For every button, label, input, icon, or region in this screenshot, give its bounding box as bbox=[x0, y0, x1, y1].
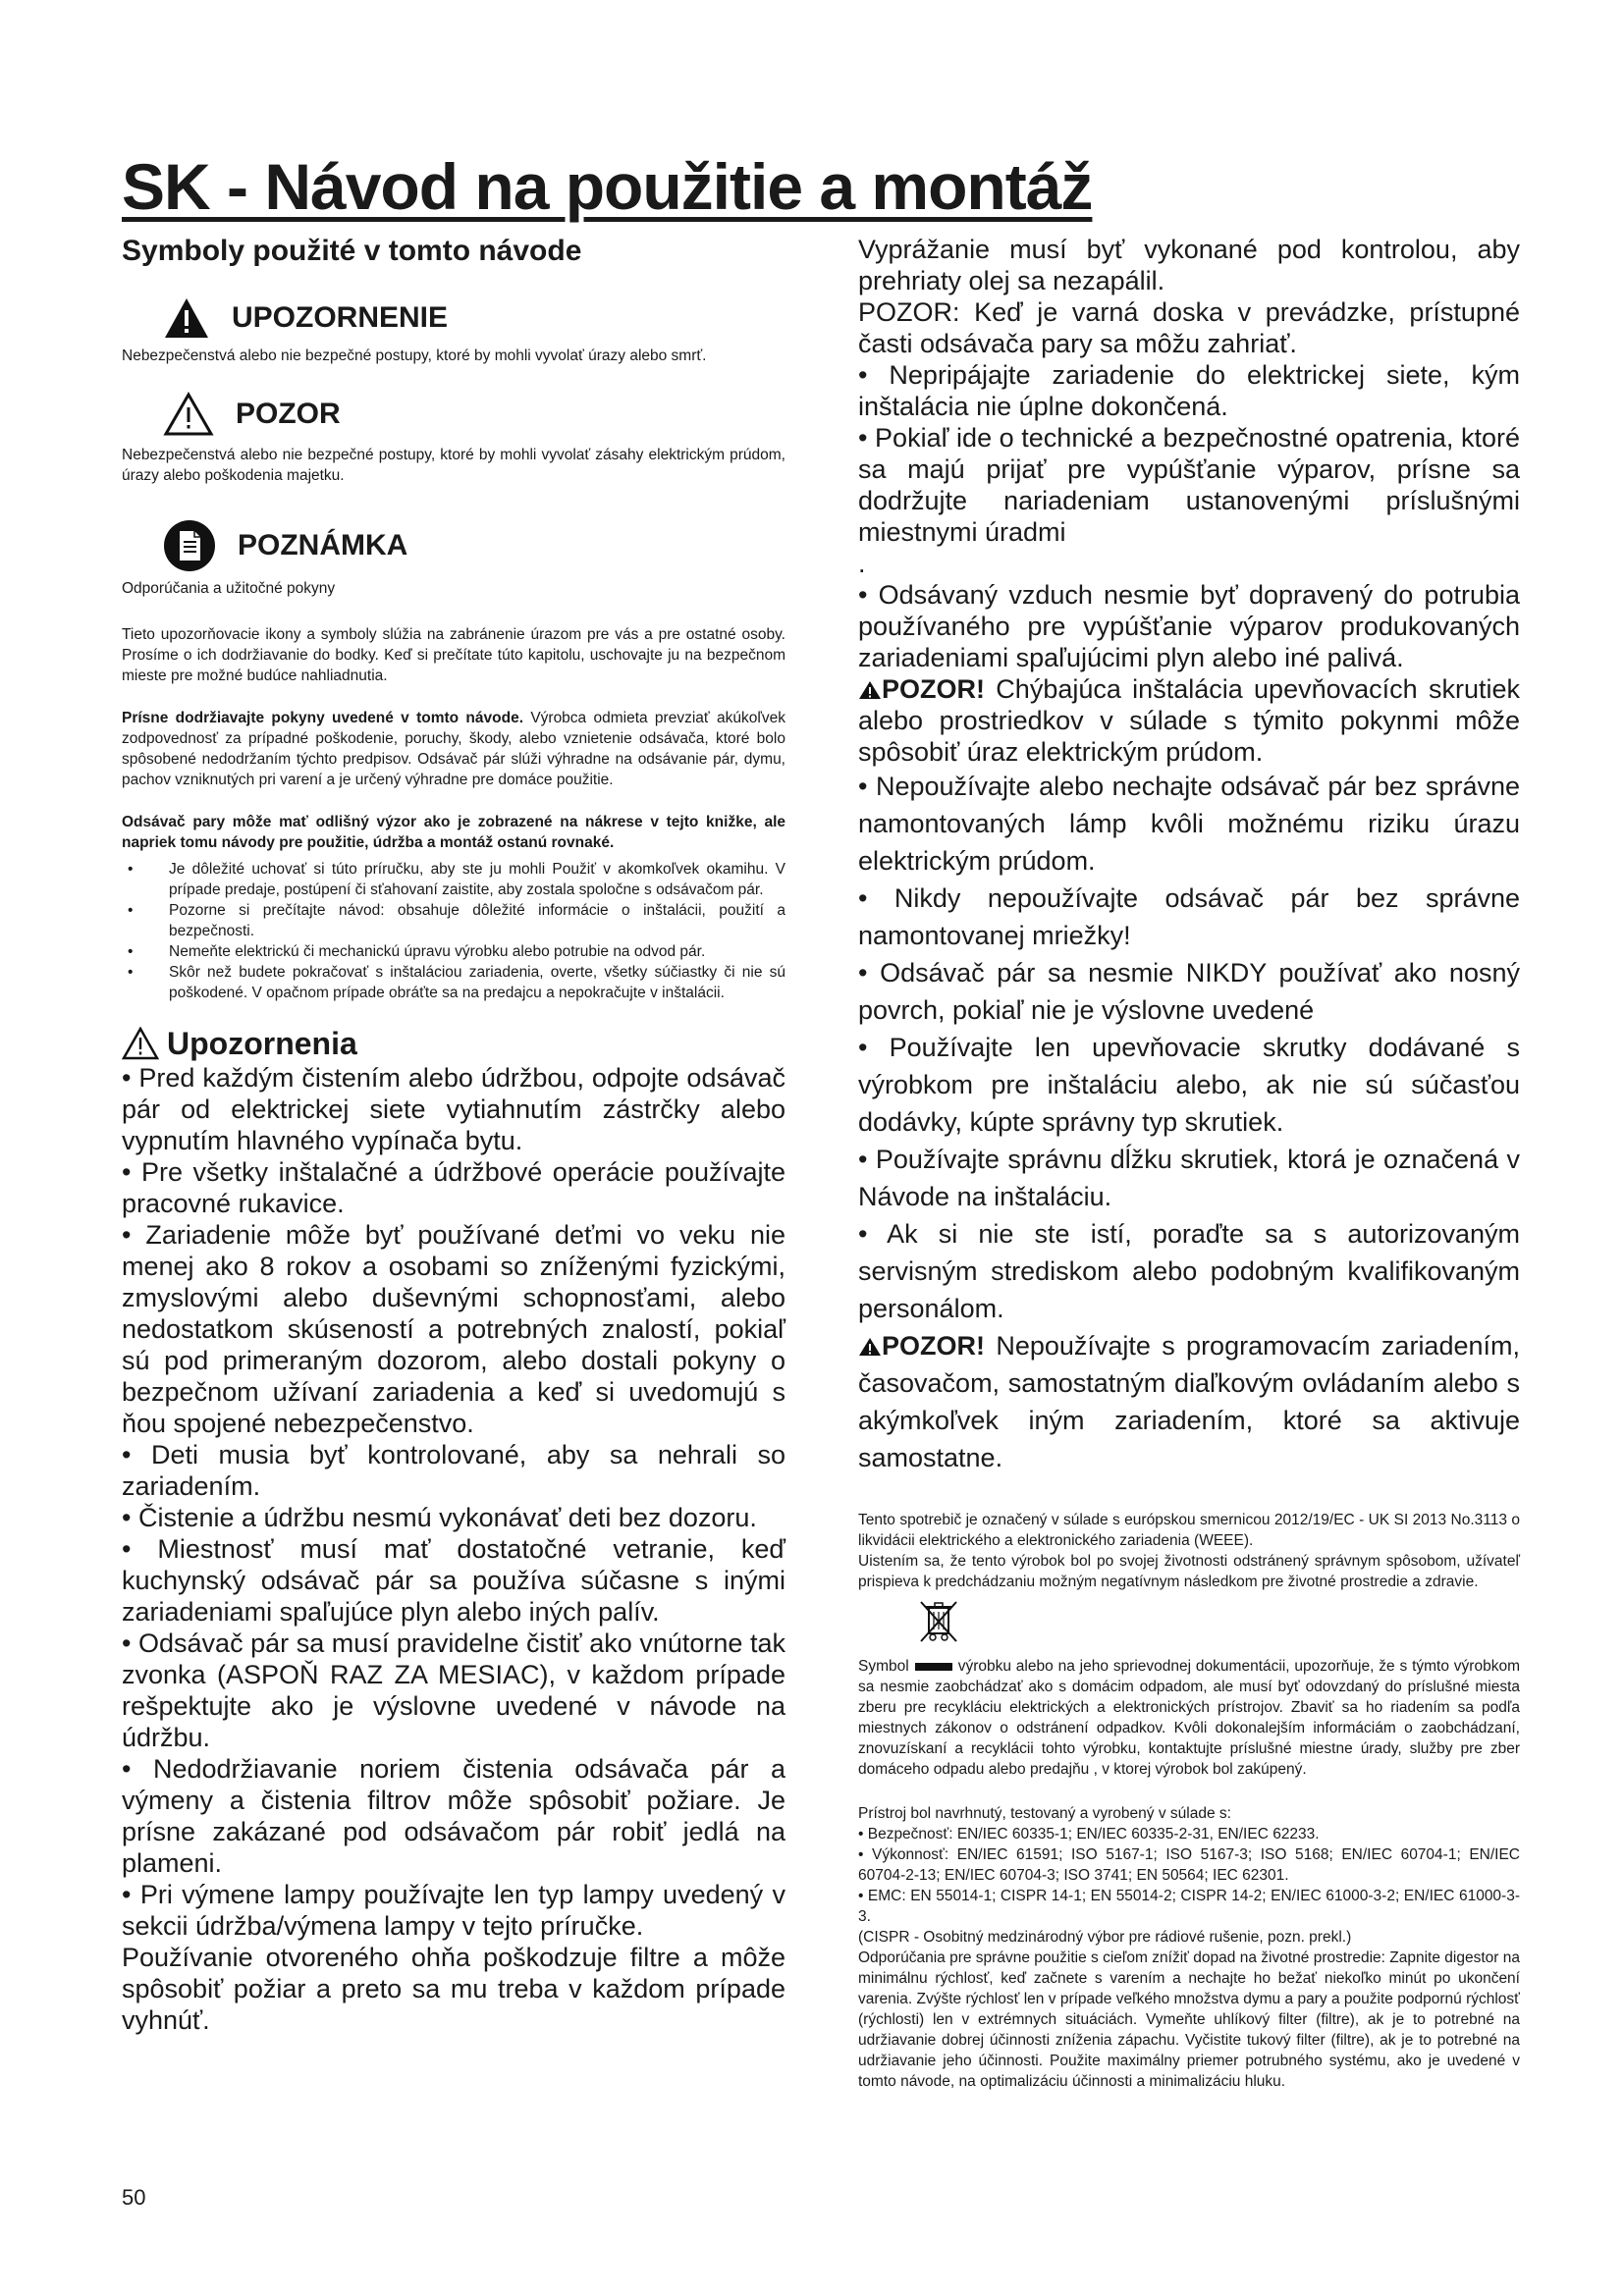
right-bullet: • Používajte len upevňovacie skrutky dodávané s výrobkom pre inštaláciu alebo, ak nie sú súčasťou dodávky, kúpte správny typ skrutiek. bbox=[858, 1033, 1520, 1137]
intro-bullet-list bbox=[122, 859, 785, 1003]
eco-recommendations: Odporúčania pre správne použitie s cieľom znížiť dopad na životné prostredie: Zapnite digestor na minimálnu rýchlosť, keď začnete s varením a nechajte ho bežať niekoľko minút po ukončení varenia. Zvýšte rýchlosť len v prípade veľkého množstva dymu a pary a použite podpornú rýchlosť (rýchlosti) len v extrémnych situáciách. Vymeňte uhlíkový filter (filtre), ak je to potrebné na udržiavanie dobrej účinnosti zníženia zápachu. Vyčistite tukový filter (filtre), ak je to potrebné na udržiavanie jeho účinnosti. Použite maximálny priemer potrubného systému, ako je uvedené v tomto návode, na optimalizáciu účinnosti a minimalizáciu hluku. bbox=[858, 1949, 1520, 2090]
caution-symbol-row bbox=[122, 392, 785, 437]
list-item: • Skôr než budete pokračovať s inštaláciou zariadenia, overte, všetky súčiastky či nie sú poškodené. V opačnom prípade obráťte sa na predajcu a nepokračujte v inštalácii. bbox=[122, 962, 785, 1003]
programmer-caution-paragraph bbox=[858, 1327, 1520, 1476]
intro-paragraph: Tieto upozorňovacie ikony a symboly slúžia na zabránenie úrazom pre vás a pre ostatné osoby. Prosíme o ich dodržiavanie do bodky. Keď si prečítate túto kapitolu, uschovajte ju na bezpečnom mieste pre možné budúce nahliadnutia. bbox=[122, 626, 785, 684]
weee-paragraph: Uistením sa, že tento výrobok bol po svojej životnosti odstránený správnym spôsobom, užívateľ prispieva k predchádzaniu možným negatívnym následkom pre životné prostredie a zdravie. bbox=[858, 1553, 1520, 1590]
list-item: • Nemeňte elektrickú či mechanickú úpravu výrobku alebo potrubie na odvod pár. bbox=[122, 941, 785, 962]
warning-item: • Čistenie a údržbu nesmú vykonávať deti bez dozoru. bbox=[122, 1503, 757, 1532]
compliance-cispr: (CISPR - Osobitný medzinárodný výbor pre rádiové rušenie, pozn. prekl.) bbox=[858, 1929, 1352, 1946]
weee-symbol-text: výrobku alebo na jeho sprievodnej dokumentácii, upozorňuje, že s týmto výrobkom sa nesmie zaobchádzať ako s domácim odpadom, ale musí byť odovzdaný do príslušné miesta zberu pre recykláciu elektrických a elektronických prístrojov. Zbaviť sa ho riadením sa podľa miestnych zákonov o odstránení odpadkov. Kvôli dokonalejším informáciám o zaobchádzaní, znovuzískaní a recyklácii tohto výrobku, kontaktujte príslušné miestne úrady, služby pre zber domáceho odpadu alebo predajňu , v ktorej výrobok bol zakúpený. bbox=[858, 1658, 1520, 1778]
symbols-heading: Symboly použité v tomto návode bbox=[122, 235, 582, 267]
note-document-icon bbox=[163, 519, 216, 572]
list-item: • Pozorne si prečítajte návod: obsahuje dôležité informácie o inštalácii, použití a bezpečnosti. bbox=[122, 900, 785, 941]
weee-symbol-paragraph bbox=[858, 1656, 1520, 1780]
warning-item: • Deti musia byť kontrolované, aby sa nehrali so zariadením. bbox=[122, 1440, 785, 1501]
warning-label: UPOZORNENIE bbox=[232, 301, 449, 334]
appearance-note: Odsávač pary môže mať odlišný výzor ako je zobrazené na nákrese v tejto knižke, ale napriek tomu návody pre použitie, údržba a montáž ostanú rovnaké. bbox=[122, 814, 785, 851]
warning-item: • Odsávač pár sa musí pravidelne čistiť ako vnútorne tak zvonka (ASPOŇ RAZ ZA MESIAC), v každom prípade rešpektujte ako je výslovne uvedené v návode na údržbu. bbox=[122, 1629, 785, 1752]
right-bullet: • Pokiaľ ide o technické a bezpečnostné opatrenia, ktoré sa majú prijať pre vypúšťanie výparov, prísne sa dodržujte nariadeniam ustanovenými príslušnými miestnymi úradmi bbox=[858, 423, 1520, 547]
hob-caution-paragraph: POZOR: Keď je varná doska v prevádzke, prístupné časti odsávača pary sa môžu zahriať. bbox=[858, 297, 1520, 358]
compliance-emc: • EMC: EN 55014-1; CISPR 14-1; EN 55014-2; CISPR 14-2; EN/IEC 61000-3-2; EN/IEC 61000-3-3. bbox=[858, 1888, 1520, 1925]
warnings-heading-row bbox=[122, 1025, 785, 1062]
caution-word: POZOR! bbox=[882, 674, 985, 704]
warning-triangle-icon bbox=[858, 680, 882, 700]
caution-text: Nepoužívajte s programovacím zariadením, časovačom, samostatným diaľkovým ovládaním alebo s akýmkoľvek iným zariadením, ktoré sa aktivuje samostatne. bbox=[858, 1331, 1520, 1472]
compliance-intro: Prístroj bol navrhnutý, testovaný a vyrobený v súlade s: bbox=[858, 1805, 1231, 1822]
screws-caution-paragraph bbox=[858, 673, 1520, 768]
right-bullet: • Nikdy nepoužívajte odsávač pár bez správne namontovanej mriežky! bbox=[858, 883, 1520, 950]
symbol-word: Symbol bbox=[858, 1658, 909, 1675]
caution-text: Chýbajúca inštalácia upevňovacích skrutiek alebo prostriedkov v súlade s týmito pokynmi môže spôsobiť úraz elektrickým prúdom. bbox=[858, 674, 1520, 767]
compliance-performance: • Výkonnosť: EN/IEC 61591; ISO 5167-1; ISO 5167-3; ISO 5168; EN/IEC 60704-1; EN/IEC 60704-2-13; EN/IEC 60704-3; ISO 3741; EN 50564; IEC 62301. bbox=[858, 1846, 1520, 1884]
list-item: • Je dôležité uchovať si túto príručku, aby ste ju mohli Použiť v akomkoľvek okamihu. V prípade predaje, postúpení či sťahovaní zaistite, aby zostala spoločne s odsávačom pár. bbox=[122, 859, 785, 900]
caution-label: POZOR bbox=[236, 398, 341, 430]
note-label: POZNÁMKA bbox=[238, 529, 408, 561]
caution-description: Nebezpečenstvá alebo nie bezpečné postupy, ktoré by mohli vyvolať zásahy elektrickým prúdom, úrazy alebo poškodenia majetku. bbox=[122, 447, 785, 484]
page-number: 50 bbox=[122, 2185, 146, 2210]
warning-item: • Zariadenie môže byť používané deťmi vo veku nie menej ako 8 rokov a osobami so zníženými fyzickými, zmyslovými alebo duševnými schopnosťami, alebo nedostatkom skúseností a potrebných znalostí, pokiaľ sú pod primeraným dozorom, alebo dostali pokyny o bezpečnom užívaní zariadenia a keď si uvedomujú s ňou spojené nebezpečenstvo. bbox=[122, 1220, 785, 1438]
compliance-safety: • Bezpečnosť: EN/IEC 60335-1; EN/IEC 60335-2-31, EN/IEC 62233. bbox=[858, 1826, 1320, 1842]
right-bullet: • Nepoužívajte alebo nechajte odsávač pár bez správne namontovaných lámp kvôli možnému riziku úrazu elektrickým prúdom. bbox=[858, 772, 1520, 876]
weee-paragraph: Tento spotrebič je označený v súlade s európskou smernicou 2012/19/EC - UK SI 2013 No.3113 o likvidácii elektrického a elektronického zariadenia (WEEE). bbox=[858, 1512, 1520, 1549]
strict-compliance-text: Výrobca odmieta prevziať akúkoľvek zodpovednosť za prípadné poškodenie, poruchy, škody, alebo vznietenie odsávača, ktoré bolo spôsobené nedodržaním týchto predpisov. Odsávač pár slúži výhradne na odsávanie pár, dymu, pachov vzniknutých pri varení a je určený výhradne pre domáce použitie. bbox=[122, 710, 785, 788]
right-bullet: • Odsávač pár sa nesmie NIKDY používať ako nosný povrch, pokiaľ nie je výslovne uvedené bbox=[858, 958, 1520, 1025]
frying-paragraph: Vyprážanie musí byť vykonané pod kontrolou, aby prehriaty olej sa nezapálil. bbox=[858, 235, 1520, 295]
page-title: SK - Návod na použitie a montáž bbox=[122, 150, 1093, 223]
left-column bbox=[122, 232, 785, 2036]
weee-bin-icon-wrap bbox=[858, 1598, 1520, 1650]
crossed-out-bin-icon bbox=[917, 1598, 960, 1645]
warning-description: Nebezpečenstvá alebo nie bezpečné postupy, ktoré by mohli vyvolať úrazy alebo smrť. bbox=[122, 347, 707, 364]
right-bullet: • Používajte správnu dĺžku skrutiek, ktorá je označená v Návode na inštaláciu. bbox=[858, 1145, 1520, 1211]
warning-item: • Miestnosť musí mať dostatočné vetranie, keď kuchynský odsávač pár sa používa súčasne s inými zariadeniami spaľujúce plyn alebo iných palív. bbox=[122, 1534, 785, 1627]
right-bullet-dot: . bbox=[858, 549, 866, 578]
note-symbol-row bbox=[122, 519, 785, 572]
caution-outline-triangle-icon bbox=[122, 1027, 159, 1060]
warning-item: • Pri výmene lampy používajte len typ lampy uvedený v sekcii údržba/výmena lampy v tejto príručke. bbox=[122, 1880, 785, 1941]
warning-item: • Pred každým čistením alebo údržbou, odpojte odsávač pár od elektrickej siete vytiahnutím zástrčky alebo vypnutím hlavného vypínača bytu. bbox=[122, 1063, 785, 1155]
right-bullet: • Ak si nie ste istí, poraďte sa s autorizovaným servisným strediskom alebo podobným kvalifikovaným personálom. bbox=[858, 1219, 1520, 1323]
caution-word: POZOR! bbox=[882, 1331, 985, 1361]
strict-compliance-bold: Prísne dodržiavajte pokyny uvedené v tomto návode. bbox=[122, 710, 524, 726]
right-bullet: • Odsávaný vzduch nesmie byť dopravený do potrubia používaného pre vypúšťanie výparov produkovaných zariadeniami spaľujúcimi plyn alebo iné palivá. bbox=[858, 580, 1520, 672]
warning-triangle-icon bbox=[858, 1337, 882, 1357]
warning-item: • Pre všetky inštalačné a údržbové operácie používajte pracovné rukavice. bbox=[122, 1157, 785, 1218]
strict-compliance-paragraph bbox=[122, 708, 785, 790]
warnings-heading: Upozornenia bbox=[167, 1026, 357, 1061]
note-description: Odporúčania a užitočné pokyny bbox=[122, 580, 336, 597]
black-bar-icon bbox=[915, 1663, 952, 1671]
caution-outline-triangle-icon bbox=[163, 392, 214, 437]
right-bullet: • Nepripájajte zariadenie do elektrickej siete, kým inštalácia nie úplne dokončená. bbox=[858, 360, 1520, 421]
warning-symbol-row bbox=[122, 296, 785, 340]
warning-item: Používanie otvoreného ohňa poškodzuje filtre a môže spôsobiť požiar a preto sa mu treba v každom prípade vyhnúť. bbox=[122, 1943, 785, 2035]
warning-item: • Nedodržiavanie noriem čistenia odsávača pár a výmeny a čistenia filtrov môže spôsobiť požiare. Je prísne zakázané pod odsávačom pár robiť jedlá na plameni. bbox=[122, 1754, 785, 1878]
right-column bbox=[858, 234, 1520, 2092]
warning-triangle-icon bbox=[163, 296, 210, 340]
